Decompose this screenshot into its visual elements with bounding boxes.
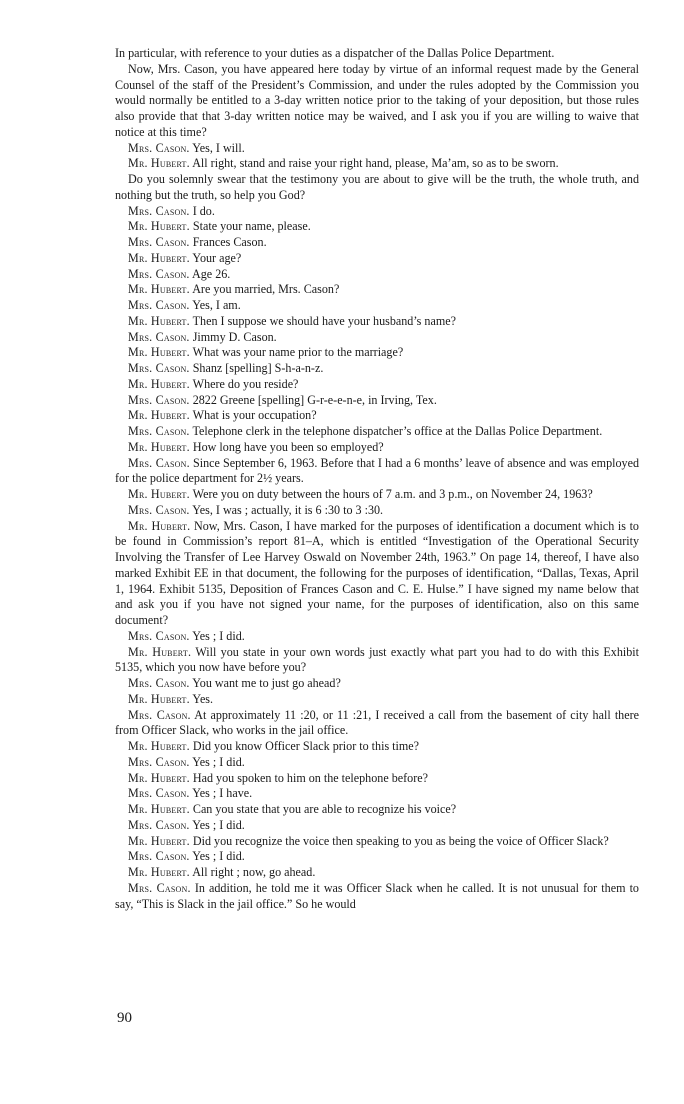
paragraph bbox=[115, 645, 639, 677]
speaker-label: Mrs. Cason. bbox=[128, 140, 190, 155]
paragraph bbox=[115, 345, 639, 361]
paragraph bbox=[115, 62, 639, 141]
paragraph-text: What was your name prior to the marriage? bbox=[192, 345, 404, 360]
paragraph-text: Since September 6, 1963. Before that I had a 6 months’ leave of absence and was employed for the police department for 2½ years. bbox=[115, 455, 639, 486]
speaker-label: Mrs. Cason. bbox=[128, 502, 190, 517]
speaker-label: Mrs. Cason. bbox=[128, 361, 190, 375]
paragraph-text: Yes ; I have. bbox=[192, 786, 253, 801]
paragraph-text: Did you recognize the voice then speaking to you as being the voice of Officer Slack? bbox=[192, 833, 609, 848]
speaker-label: Mr. Hubert. bbox=[128, 739, 190, 753]
speaker-label: Mr. Hubert. bbox=[128, 219, 190, 234]
paragraph bbox=[115, 456, 639, 488]
paragraph-text: Do you solemnly swear that the testimony you are about to give will be the truth, the whole truth, and nothing but the truth, so help you God? bbox=[115, 172, 639, 202]
paragraph bbox=[115, 393, 639, 409]
speaker-label: Mr. Hubert. bbox=[128, 644, 192, 659]
speaker-label: Mrs. Cason. bbox=[128, 266, 190, 281]
paragraph-text: In addition, he told me it was Officer Slack when he called. It is not unusual for them to say, “This is Slack in the jail office.” So he would bbox=[115, 880, 639, 911]
paragraph-text: Now, Mrs. Cason, I have marked for the purposes of identification a document which is to be found in Commission’s report 81–A, which is entitled “Investigation of the Operational Security Involving the Transfer of Lee Harvey Oswald on November 24th, 1963.” On page 14, thereof, I have also marked Exhibit EE in that document, the following for the purposes of identification, “Dallas, Texas, April 1, 1964. Exhibit 5135, Deposition of Frances Cason and C. E. Hulse.” I have signed my name below that and ask you if you have not signed your name, for the purposes of identification, also on this same document? bbox=[115, 518, 639, 627]
speaker-label: Mrs. Cason. bbox=[128, 235, 190, 249]
speaker-label: Mr. Hubert. bbox=[128, 345, 190, 360]
paragraph bbox=[115, 298, 639, 314]
speaker-label: Mrs. Cason. bbox=[128, 880, 191, 895]
paragraph bbox=[115, 818, 639, 834]
paragraph bbox=[115, 314, 639, 330]
speaker-label: Mrs. Cason. bbox=[128, 707, 191, 722]
speaker-label: Mrs. Cason. bbox=[128, 298, 190, 312]
paragraph bbox=[115, 267, 639, 283]
paragraph-text: Did you know Officer Slack prior to this time? bbox=[192, 739, 420, 753]
paragraph-text: Will you state in your own words just exactly what part you had to do with this Exhibit 5135, which you now have before you? bbox=[115, 644, 639, 675]
paragraph-text: All right ; now, go ahead. bbox=[192, 865, 316, 879]
speaker-label: Mr. Hubert. bbox=[128, 487, 190, 501]
paragraph bbox=[115, 282, 639, 298]
speaker-label: Mr. Hubert. bbox=[128, 691, 190, 706]
speaker-label: Mr. Hubert. bbox=[128, 770, 190, 785]
page-number: 90 bbox=[117, 1010, 132, 1026]
paragraph-text: State your name, please. bbox=[192, 219, 311, 234]
paragraph-text: Were you on duty between the hours of 7 a.m. and 3 p.m., on November 24, 1963? bbox=[192, 487, 593, 501]
paragraph bbox=[115, 865, 639, 881]
speaker-label: Mrs. Cason. bbox=[128, 392, 190, 407]
paragraph bbox=[115, 361, 639, 377]
paragraph bbox=[115, 692, 639, 708]
speaker-label: Mrs. Cason. bbox=[128, 455, 190, 470]
paragraph bbox=[115, 487, 639, 503]
paragraph bbox=[115, 881, 639, 913]
paragraph-text: Age 26. bbox=[192, 266, 231, 281]
paragraph bbox=[115, 46, 639, 62]
paragraph-text: Yes ; I did. bbox=[192, 754, 245, 769]
paragraph bbox=[115, 219, 639, 235]
paragraph bbox=[115, 771, 639, 787]
paragraph-text: Frances Cason. bbox=[192, 235, 267, 249]
paragraph bbox=[115, 408, 639, 424]
speaker-label: Mr. Hubert. bbox=[128, 518, 191, 533]
paragraph-text: Yes, I was ; actually, it is 6 :30 to 3 :30. bbox=[192, 502, 384, 517]
paragraph bbox=[115, 786, 639, 802]
paragraph bbox=[115, 251, 639, 267]
paragraph-text: 2822 Greene [spelling] G-r-e-e-n-e, in Irving, Tex. bbox=[192, 392, 437, 407]
paragraph-text: I do. bbox=[192, 203, 215, 218]
speaker-label: Mrs. Cason. bbox=[128, 628, 190, 643]
speaker-label: Mrs. Cason. bbox=[128, 786, 190, 801]
speaker-label: Mr. Hubert. bbox=[128, 282, 190, 297]
paragraph bbox=[115, 629, 639, 645]
paragraph-text: Shanz [spelling] S-h-a-n-z. bbox=[192, 361, 324, 375]
paragraph-text: Jimmy D. Cason. bbox=[192, 329, 277, 344]
paragraph-text: Yes, I will. bbox=[192, 140, 245, 155]
paragraph-text: Yes, I am. bbox=[192, 298, 241, 312]
speaker-label: Mr. Hubert. bbox=[128, 833, 190, 848]
paragraph bbox=[115, 519, 639, 629]
paragraph bbox=[115, 755, 639, 771]
speaker-label: Mr. Hubert. bbox=[128, 313, 190, 328]
paragraph bbox=[115, 204, 639, 220]
paragraph-text: Where do you reside? bbox=[192, 376, 299, 391]
speaker-label: Mr. Hubert. bbox=[128, 802, 190, 816]
paragraph-text: All right, stand and raise your right hand, please, Ma’am, so as to be sworn. bbox=[192, 156, 559, 171]
paragraph-text: You want me to just go ahead? bbox=[192, 676, 341, 690]
speaker-label: Mr. Hubert. bbox=[128, 439, 190, 454]
speaker-label: Mr. Hubert. bbox=[128, 408, 190, 423]
paragraph bbox=[115, 172, 639, 204]
paragraph-text: Now, Mrs. Cason, you have appeared here today by virtue of an informal request made by the General Counsel of the staff of the President’s Commission, and under the rules adopted by the Commission you would normally be entitled to a 3-day written notice prior to the taking of your deposition, but those rules also provide that that 3-day written notice may be waived, and I ask you if you are willing to waive that notice at this time? bbox=[115, 61, 639, 139]
paragraph bbox=[115, 676, 639, 692]
paragraph bbox=[115, 802, 639, 818]
paragraph bbox=[115, 503, 639, 519]
paragraph bbox=[115, 849, 639, 865]
paragraph bbox=[115, 708, 639, 740]
paragraph bbox=[115, 156, 639, 172]
paragraph-text: Yes ; I did. bbox=[192, 628, 245, 643]
paragraph-text: Are you married, Mrs. Cason? bbox=[192, 282, 340, 297]
speaker-label: Mrs. Cason. bbox=[128, 329, 190, 344]
speaker-label: Mr. Hubert. bbox=[128, 865, 190, 879]
deposition-text bbox=[115, 46, 639, 912]
paragraph-text: Can you state that you are able to recognize his voice? bbox=[192, 802, 457, 816]
paragraph bbox=[115, 834, 639, 850]
paragraph bbox=[115, 739, 639, 755]
speaker-label: Mrs. Cason. bbox=[128, 203, 190, 218]
speaker-label: Mrs. Cason. bbox=[128, 817, 190, 832]
paragraph-text: How long have you been so employed? bbox=[192, 439, 384, 454]
speaker-label: Mrs. Cason. bbox=[128, 754, 190, 769]
paragraph bbox=[115, 377, 639, 393]
paragraph-text: Yes ; I did. bbox=[192, 817, 245, 832]
paragraph bbox=[115, 235, 639, 251]
speaker-label: Mrs. Cason. bbox=[128, 676, 190, 690]
speaker-label: Mrs. Cason. bbox=[128, 424, 190, 438]
paragraph-text: What is your occupation? bbox=[192, 408, 317, 423]
paragraph bbox=[115, 440, 639, 456]
speaker-label: Mrs. Cason. bbox=[128, 849, 190, 864]
paragraph bbox=[115, 330, 639, 346]
paragraph bbox=[115, 141, 639, 157]
speaker-label: Mr. Hubert. bbox=[128, 156, 190, 171]
paragraph-text: Yes ; I did. bbox=[192, 849, 245, 864]
paragraph bbox=[115, 424, 639, 440]
speaker-label: Mr. Hubert. bbox=[128, 250, 190, 265]
speaker-label: Mr. Hubert. bbox=[128, 376, 190, 391]
paragraph-text: Had you spoken to him on the telephone before? bbox=[192, 770, 428, 785]
paragraph-text: Telephone clerk in the telephone dispatcher’s office at the Dallas Police Department. bbox=[192, 424, 603, 438]
paragraph-text: At approximately 11 :20, or 11 :21, I received a call from the basement of city hall there from Officer Slack, who works in the jail office. bbox=[115, 707, 639, 738]
paragraph-text: Then I suppose we should have your husband’s name? bbox=[192, 313, 456, 328]
paragraph-text: In particular, with reference to your duties as a dispatcher of the Dallas Police Department. bbox=[115, 46, 555, 60]
paragraph-text: Your age? bbox=[192, 250, 242, 265]
paragraph-text: Yes. bbox=[192, 691, 214, 706]
